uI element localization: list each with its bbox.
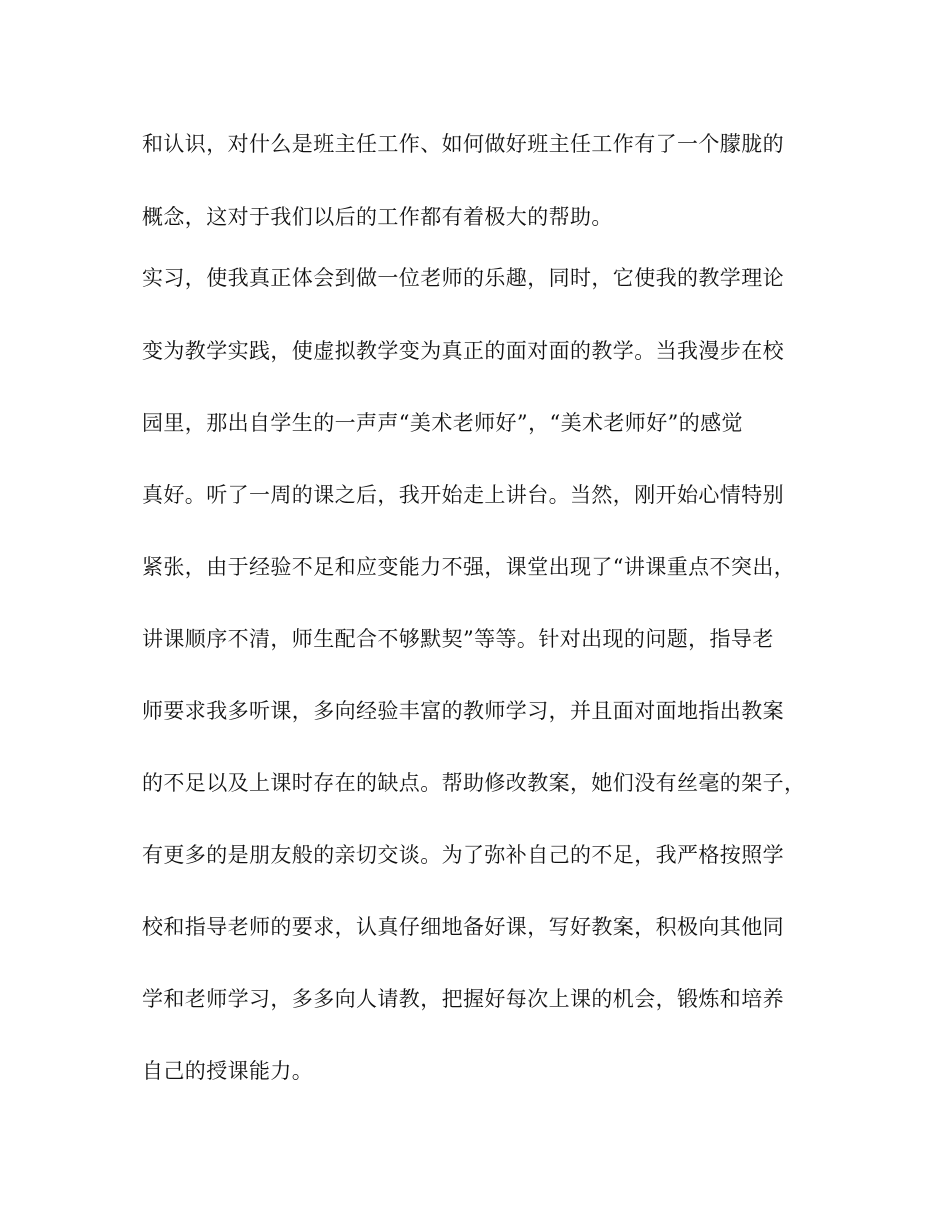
text-line: 自己的授课能力。 [142,1059,314,1083]
text-line: 有更多的是朋友般的亲切交谈。为了弥补自己的不足，我严格按照学 [142,843,784,867]
text-line: 实习，使我真正体会到做一位老师的乐趣，同时，它使我的教学理论 [142,266,784,290]
text-line: 园里，那出自学生的一声声“美术老师好”，“美术老师好”的感觉 [142,411,743,435]
text-line: 变为教学实践，使虚拟教学变为真正的面对面的教学。当我漫步在校 [142,339,784,363]
text-line: 学和老师学习，多多向人请教，把握好每次上课的机会，锻炼和培养 [142,987,784,1011]
text-line: 师要求我多听课，多向经验丰富的教师学习，并且面对面地指出教案 [142,699,784,723]
text-line: 的不足以及上课时存在的缺点。帮助修改教案，她们没有丝毫的架子， [142,771,806,795]
text-line: 真好。听了一周的课之后，我开始走上讲台。当然，刚开始心情特别 [142,483,784,507]
text-line: 概念，这对于我们以后的工作都有着极大的帮助。 [142,205,613,229]
text-line: 和认识，对什么是班主任工作、如何做好班主任工作有了一个朦胧的 [142,132,784,156]
text-line: 校和指导老师的要求，认真仔细地备好课，写好教案，积极向其他同 [142,915,784,939]
text-line: 讲课顺序不清，师生配合不够默契”等等。针对出现的问题，指导老 [142,627,774,651]
text-line: 紧张，由于经验不足和应变能力不强，课堂出现了“讲课重点不突出， [142,555,796,579]
